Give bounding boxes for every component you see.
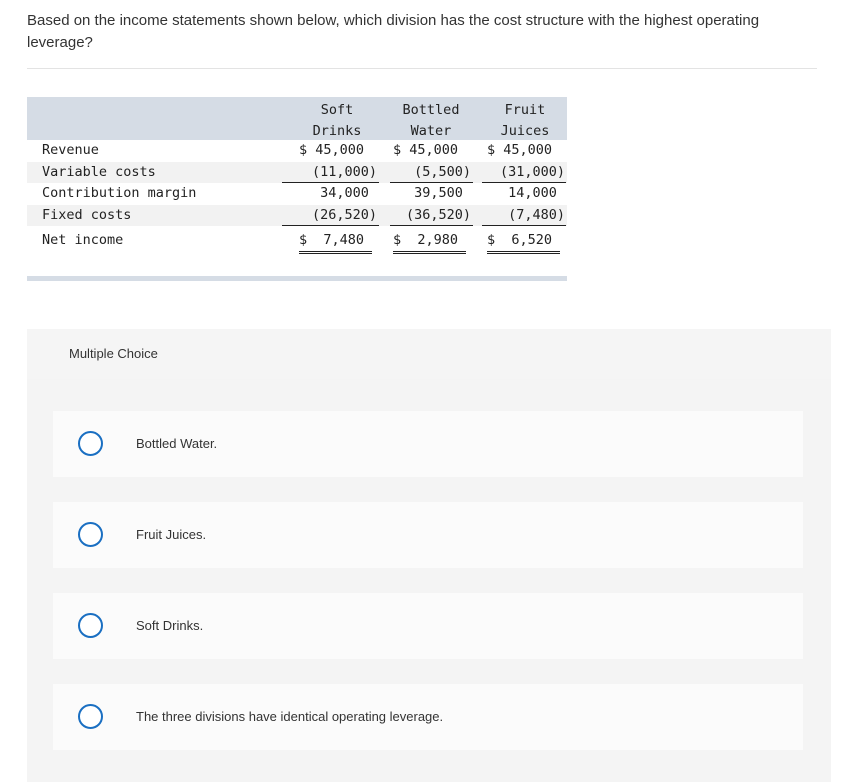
answer-option-identical-leverage[interactable] <box>53 684 803 750</box>
table-cell: $ 45,000 <box>487 142 561 158</box>
table-cell: 34,000 <box>320 185 377 201</box>
table-cell: (7,480) <box>482 205 566 227</box>
table-cell: $ 6,520 <box>487 226 560 254</box>
radio-button-icon[interactable] <box>78 613 103 638</box>
table-cell: $ 2,980 <box>393 226 466 254</box>
table-cell: $ 7,480 <box>299 226 372 254</box>
row-label: Fixed costs <box>42 206 132 223</box>
row-label: Contribution margin <box>42 185 197 201</box>
table-cell: $ 45,000 <box>299 142 373 158</box>
radio-button-icon[interactable] <box>78 431 103 456</box>
table-cell: (26,520) <box>282 205 379 227</box>
answer-option-label: Fruit Juices. <box>136 527 207 542</box>
multiple-choice-title: Multiple Choice <box>69 346 158 361</box>
table-cell: (31,000) <box>482 162 566 184</box>
radio-button-icon[interactable] <box>78 522 103 547</box>
question-text: Based on the income statements shown below, which division has the cost structure with the highest operating leverage? <box>27 12 760 51</box>
table-row-variable-costs <box>27 162 567 184</box>
table-header-row <box>27 97 567 140</box>
row-label: Variable costs <box>42 163 156 180</box>
column-header-fruit-juices: Fruit Juices <box>500 102 550 139</box>
answer-option-label: The three divisions have identical operating leverage. <box>136 709 444 724</box>
table-cell: (11,000) <box>282 162 379 184</box>
answer-option-bottled-water[interactable] <box>53 411 803 477</box>
table-cell: (36,520) <box>390 205 473 227</box>
answer-option-fruit-juices[interactable] <box>53 502 803 568</box>
table-row-fixed-costs <box>27 205 567 227</box>
table-cell: $ 45,000 <box>393 142 467 158</box>
question-divider <box>27 68 817 69</box>
answer-options <box>27 379 831 782</box>
row-label: Revenue <box>42 142 99 158</box>
answer-option-label: Soft Drinks. <box>136 618 204 633</box>
multiple-choice-panel <box>27 329 831 782</box>
table-footer-bar <box>27 276 567 281</box>
table-cell: 39,500 <box>414 185 471 201</box>
answer-option-label: Bottled Water. <box>136 436 218 451</box>
table-row-net-income <box>27 226 567 254</box>
income-statement-table <box>27 97 567 281</box>
column-header-bottled-water: Bottled Water <box>402 102 460 139</box>
row-label: Net income <box>42 232 124 248</box>
table-row-contribution-margin <box>27 183 567 205</box>
column-header-soft-drinks: Soft Drinks <box>312 102 362 139</box>
table-row-revenue <box>27 140 567 162</box>
table-cell: 14,000 <box>508 185 565 201</box>
table-cell: (5,500) <box>390 162 473 184</box>
answer-option-soft-drinks[interactable] <box>53 593 803 659</box>
radio-button-icon[interactable] <box>78 704 103 729</box>
